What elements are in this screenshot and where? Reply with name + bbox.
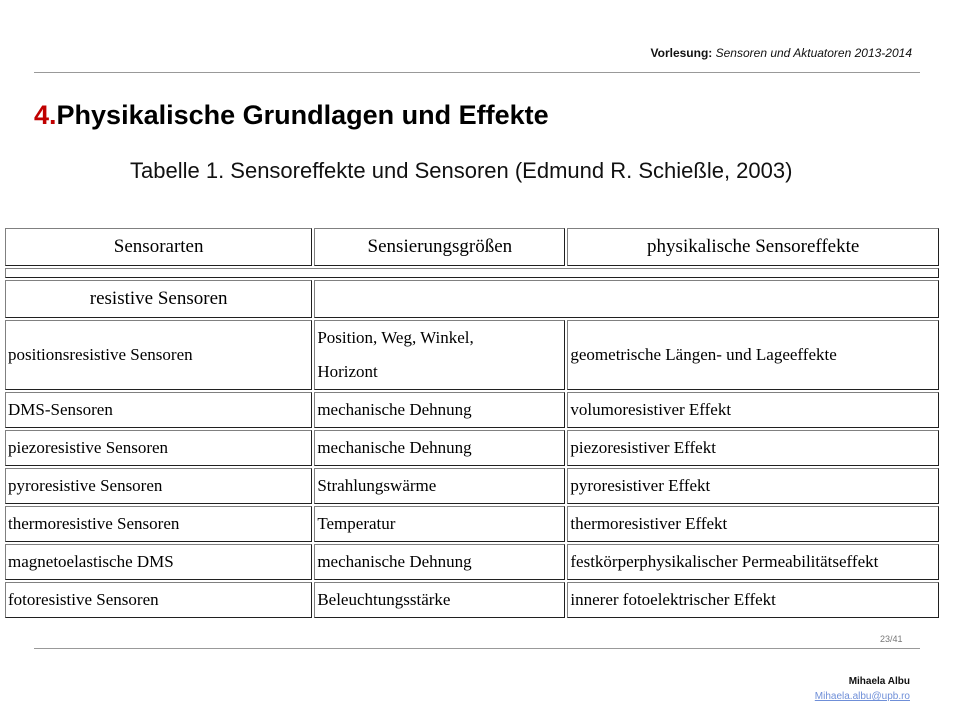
title-text: Physikalische Grundlagen und Effekte (56, 100, 549, 130)
table-cell: geometrische Längen- und Lageeffekte (567, 320, 939, 390)
table-cell: pyroresistiver Effekt (567, 468, 939, 504)
table-row (5, 320, 939, 390)
table-cell: innerer fotoelektrischer Effekt (567, 582, 939, 618)
table-row (5, 506, 939, 542)
table-caption: Tabelle 1. Sensoreffekte und Sensoren (Edmund R. Schießle, 2003) (130, 158, 793, 183)
table-cell: mechanische Dehnung (314, 392, 565, 428)
table-cell: pyroresistive Sensoren (5, 468, 312, 504)
table-cell: Strahlungswärme (314, 468, 565, 504)
section-title: resistive Sensoren (5, 280, 312, 318)
lecture-value: Sensoren und Aktuatoren 2013-2014 (715, 46, 912, 60)
lecture-header (651, 46, 913, 60)
author-name: Mihaela Albu (848, 676, 910, 687)
table-cell: thermoresistive Sensoren (5, 506, 312, 542)
table-row (5, 582, 939, 618)
header-cell: physikalische Sensoreffekte (567, 228, 939, 266)
section-row (5, 280, 939, 318)
table-cell: piezoresistive Sensoren (5, 430, 312, 466)
spacer-row (5, 268, 939, 278)
table-cell: thermoresistiver Effekt (567, 506, 939, 542)
table-cell: volumoresistiver Effekt (567, 392, 939, 428)
header-cell: Sensorarten (5, 228, 312, 266)
header-divider (34, 72, 920, 73)
table-cell: mechanische Dehnung (314, 430, 565, 466)
page-title (34, 100, 549, 131)
table-row (5, 392, 939, 428)
table-cell: piezoresistiver Effekt (567, 430, 939, 466)
table-row (5, 430, 939, 466)
header-cell: Sensierungsgrößen (314, 228, 565, 266)
table-row (5, 544, 939, 580)
lecture-label: Vorlesung: (650, 46, 713, 60)
cell-line: Position, Weg, Winkel, (317, 328, 474, 347)
title-number: 4. (34, 100, 57, 130)
table-cell: Beleuchtungsstärke (314, 582, 565, 618)
table-cell: positionsresistive Sensoren (5, 320, 312, 390)
table-header-row (5, 228, 939, 266)
table-cell: Temperatur (314, 506, 565, 542)
table-row (5, 468, 939, 504)
sensor-table (3, 226, 941, 620)
table-cell: mechanische Dehnung (314, 544, 565, 580)
page-number: 23/41 (880, 634, 903, 644)
table-cell: magnetoelastische DMS (5, 544, 312, 580)
section-empty-cell (314, 280, 939, 318)
cell-line: Horizont (317, 362, 378, 381)
table-cell: festkörperphysikalischer Permeabilitätseffekt (567, 544, 939, 580)
table-cell (314, 320, 565, 390)
footer-divider (34, 648, 920, 649)
author-email-link[interactable]: Mihaela.albu@upb.ro (814, 691, 910, 702)
table-cell: fotoresistive Sensoren (5, 582, 312, 618)
table-cell: DMS-Sensoren (5, 392, 312, 428)
